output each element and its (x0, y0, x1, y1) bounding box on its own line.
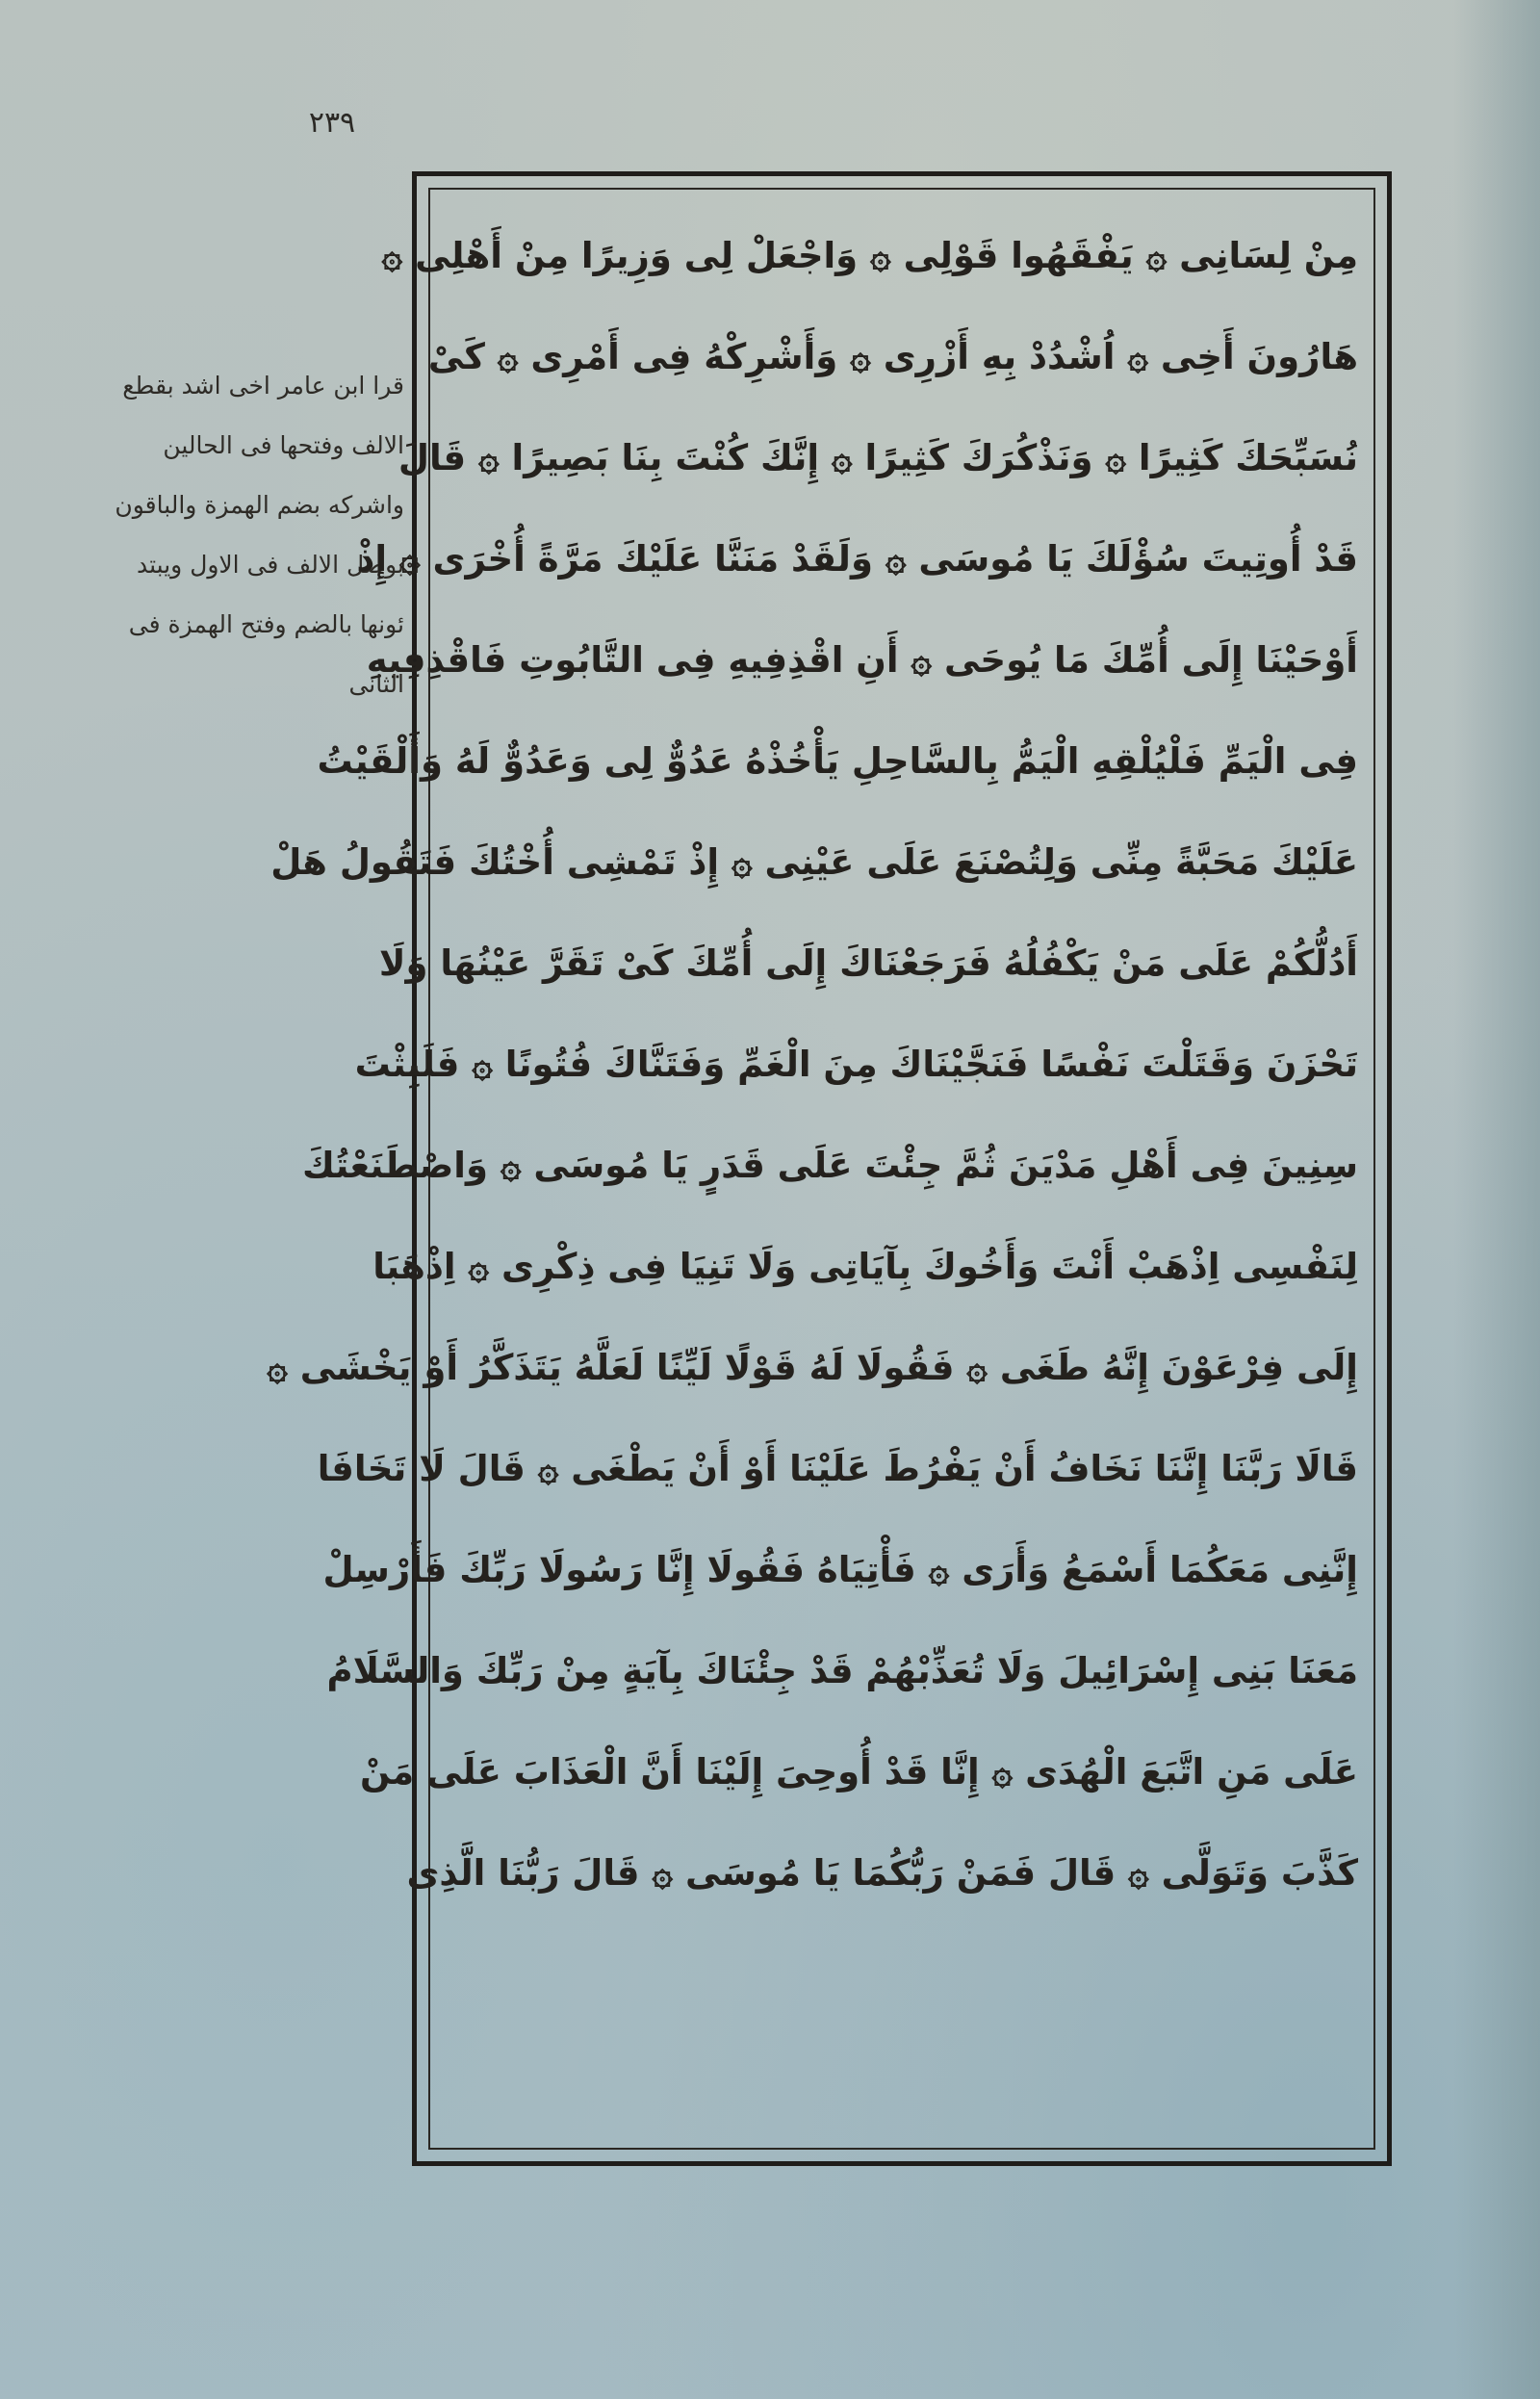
margin-note-line: ئونها بالضم وفتح الهمزة فى (128, 610, 404, 638)
margin-note-line: واشركه بضم الهمزة والباقون (115, 491, 404, 519)
text-line: أَوْحَيْنَا إِلَى أُمِّكَ مَا يُوحَى ۞ أَنِ اقْذِفِيهِ فِى التَّابُوتِ فَاقْذِفِيهِ (366, 639, 1358, 681)
margin-note (58, 356, 404, 714)
text-line: قَالَا رَبَّنَا إِنَّنَا نَخَافُ أَنْ يَفْرُطَ عَلَيْنَا أَوْ أَنْ يَطْغَى ۞ قَالَ لَا تَخَافَا (317, 1448, 1358, 1489)
text-line: لِنَفْسِى اِذْهَبْ أَنْتَ وَأَخُوكَ بِآيَاتِى وَلَا تَنِيَا فِى ذِكْرِى ۞ اِذْهَبَا (372, 1246, 1358, 1287)
text-line: إِلَى فِرْعَوْنَ إِنَّهُ طَغَى ۞ فَقُولَا لَهُ قَوْلًا لَيِّنًا لَعَلَّهُ يَتَذَكَّرُ أَوْ يَخْشَى ۞ (267, 1347, 1358, 1388)
text-line: مَعَنَا بَنِى إِسْرَائِيلَ وَلَا تُعَذِّبْهُمْ قَدْ جِئْنَاكَ بِآيَةٍ مِنْ رَبِّكَ وَالسَّلَامُ (326, 1650, 1358, 1691)
text-line: كَذَّبَ وَتَوَلَّى ۞ قَالَ فَمَنْ رَبُّكُمَا يَا مُوسَى ۞ قَالَ رَبُّنَا الَّذِى (406, 1852, 1358, 1894)
page-number: ٢٣٩ (308, 106, 356, 140)
text-line: نُسَبِّحَكَ كَثِيرًا ۞ وَنَذْكُرَكَ كَثِيرًا ۞ إِنَّكَ كُنْتَ بِنَا بَصِيرًا ۞ قَالَ (398, 437, 1358, 478)
text-line: تَحْزَنَ وَقَتَلْتَ نَفْسًا فَنَجَّيْنَاكَ مِنَ الْغَمِّ وَفَتَنَّاكَ فُتُونًا ۞ فَلَبِثْتَ (354, 1044, 1358, 1085)
text-line: عَلَيْكَ مَحَبَّةً مِنِّى وَلِتُصْنَعَ عَلَى عَيْنِى ۞ إِذْ تَمْشِى أُخْتُكَ فَتَقُولُ هَلْ (270, 841, 1358, 883)
text-line: عَلَى مَنِ اتَّبَعَ الْهُدَى ۞ إِنَّا قَدْ أُوحِىَ إِلَيْنَا أَنَّ الْعَذَابَ عَلَى مَنْ (359, 1751, 1358, 1793)
text-line: قَدْ أُوتِيتَ سُؤْلَكَ يَا مُوسَى ۞ وَلَقَدْ مَنَنَّا عَلَيْكَ مَرَّةً أُخْرَى ۞ إِذْ (356, 538, 1358, 580)
margin-note-line: بوصل الالف فى الاول ويبتد (137, 551, 404, 579)
margin-note-line: الالف وفتحها فى الحالين (163, 431, 404, 459)
text-line: أَدُلُّكُمْ عَلَى مَنْ يَكْفُلُهُ فَرَجَعْنَاكَ إِلَى أُمِّكَ كَىْ تَقَرَّ عَيْنُهَا وَلَا (378, 942, 1358, 984)
margin-note-line: الثانى (348, 670, 404, 698)
text-line: مِنْ لِسَانِى ۞ يَفْقَهُوا قَوْلِى ۞ وَاجْعَلْ لِى وَزِيرًا مِنْ أَهْلِى ۞ (381, 235, 1358, 276)
margin-note-line: قرا ابن عامر اخى اشد بقطع (122, 372, 404, 400)
text-line: سِنِينَ فِى أَهْلِ مَدْيَنَ ثُمَّ جِئْتَ عَلَى قَدَرٍ يَا مُوسَى ۞ وَاصْطَنَعْتُكَ (301, 1145, 1358, 1186)
page-edge-shadow (1453, 0, 1540, 2399)
text-line: فِى الْيَمِّ فَلْيُلْقِهِ الْيَمُّ بِالسَّاحِلِ يَأْخُذْهُ عَدُوٌّ لِى وَعَدُوٌّ لَهُ وَأَلْقَيْتُ (317, 740, 1358, 782)
text-line: إِنَّنِى مَعَكُمَا أَسْمَعُ وَأَرَى ۞ فَأْتِيَاهُ فَقُولَا إِنَّا رَسُولَا رَبِّكَ فَأَرْسِلْ (322, 1549, 1358, 1590)
text-line: هَارُونَ أَخِى ۞ اُشْدُدْ بِهِ أَزْرِى ۞ وَأَشْرِكْهُ فِى أَمْرِى ۞ كَىْ (427, 336, 1358, 377)
